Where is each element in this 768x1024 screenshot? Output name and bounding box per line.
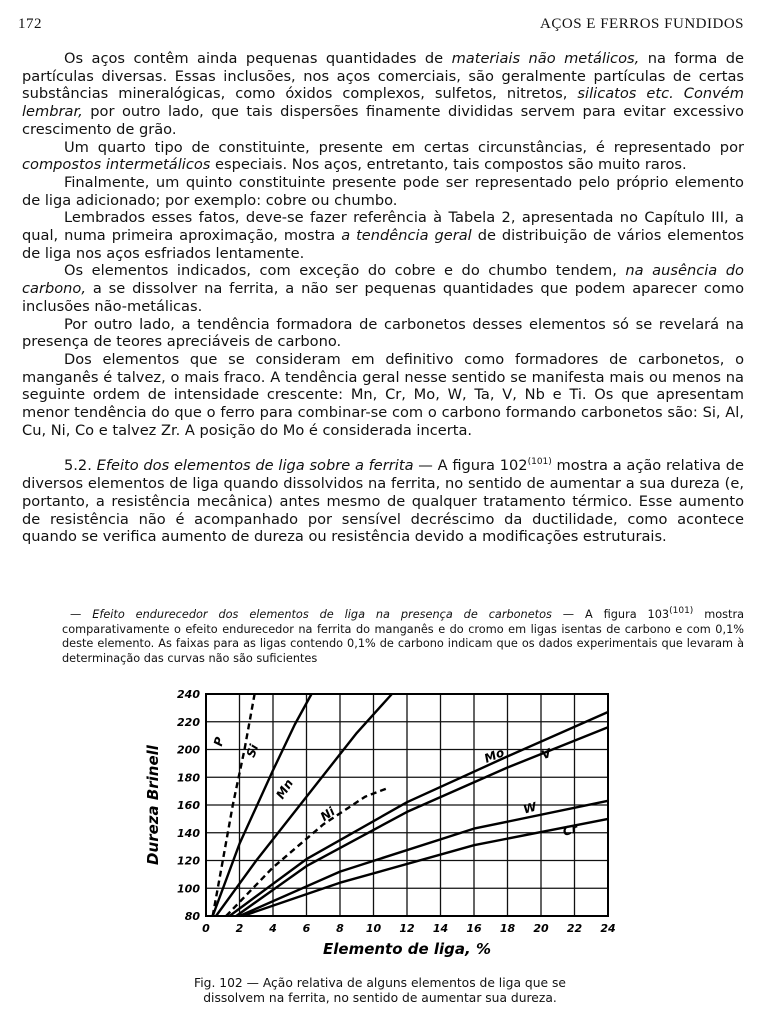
y-tick-label: 100 — [177, 882, 200, 896]
paragraph-4: Lembrados esses fatos, deve-se fazer referência à Tabela 2, apresentada no Capítulo III, a qual, numa primeira aproximação, mostra a tendência geral de distribuição de vários elementos de liga nos aços esfriados lentamente. — [22, 209, 744, 262]
y-tick-label: 140 — [177, 826, 200, 840]
hardness-chart — [130, 686, 630, 972]
x-tick-label: 12 — [399, 922, 415, 935]
y-tick-label: 220 — [177, 715, 200, 729]
series-label-si: Si — [243, 742, 262, 760]
running-head: AÇOS E FERROS FUNDIDOS — [540, 16, 744, 32]
small-print-paragraph: — Efeito endurecedor dos elementos de liga na presença de carbonetos — A figura 103$^{(101)}$ mostra comparativamente o efeito endurecedor na ferrita do manganês e do cromo em ligas isentas de carbono e com 0,1% deste elemento. As faixas para as ligas contendo 0,1% de carbono indicam que os dados experimentais que levaram à determinação das curvas não são suficientes — [62, 606, 745, 665]
y-axis-label: Dureza Brinell — [144, 745, 162, 865]
series-label-v: V — [539, 745, 554, 763]
paragraph-7: Dos elementos que se consideram em definitivo como formadores de carbonetos, o manganês é talvez, o mais fraco. A tendência geral nesse sentido se manifesta mais ou menos na seguinte ordem de intensidade crescente: Mn, Cr, Mo, W, Ta, V, Nb e Ti. Os que apresentam menor tendência do que o ferro para combinar-se com o carbono formando carbonetos são: Si, Al, Cu, Ni, Co e talvez Zr. A posição do Mo é considerada incerta. — [22, 350, 744, 439]
series-label-p: P — [210, 735, 227, 748]
series-line-cr — [243, 819, 608, 916]
chart-svg — [130, 686, 630, 972]
series-label-ni: Ni — [317, 804, 338, 825]
paragraph-5: Os elementos indicados, com exceção do cobre e do chumbo tendem, na ausência do carbono, a se dissolver na ferrita, a não ser pequenas quantidades que podem aparecer como inclusões não-metálicas. — [22, 262, 744, 315]
x-tick-label: 4 — [269, 922, 277, 935]
x-tick-label: 8 — [336, 922, 344, 935]
y-tick-label: 200 — [177, 743, 200, 757]
page-header — [18, 16, 744, 38]
y-tick-label: 240 — [177, 688, 200, 701]
paragraph-2: Um quarto tipo de constituinte, presente em certas circunstâncias, é representado por compostos intermetálicos especiais. Nos aços, entretanto, tais compostos são muito raros. — [22, 138, 744, 174]
y-tick-label: 80 — [184, 910, 200, 923]
x-tick-label: 10 — [365, 922, 382, 935]
caption-line-2: dissolvem na ferrita, no sentido de aumentar sua dureza. — [203, 991, 557, 1005]
series-label-w: W — [521, 799, 539, 817]
y-tick-label: 120 — [177, 854, 200, 868]
x-tick-label: 20 — [533, 922, 549, 935]
x-tick-label: 14 — [432, 922, 449, 935]
x-tick-label: 6 — [302, 922, 311, 935]
series-label-cr: Cr — [561, 821, 580, 839]
page-number: 172 — [18, 16, 42, 32]
section-5-2-paragraph: 5.2. Efeito dos elementos de liga sobre a ferrita — A figura 102$^{(101)}$ mostra a ação relativa de diversos elementos de liga quando dissolvidos na ferrita, no sentido de aumentar a sua dureza (e, portanto, a resistência mecânica) antes mesmo de qualquer tratamento térmico. Esse aumento de resistência não é acompanhado por sensível decréscimo da ductilidade, como acontece quando se verifica aumento de dureza ou resistência devido a modificações estruturais. — [22, 457, 744, 546]
x-tick-label: 2 — [235, 922, 244, 935]
x-tick-label: 16 — [466, 922, 482, 935]
reference-mark: (101) — [527, 457, 552, 468]
series-label-mo: Mo — [482, 745, 507, 766]
series-label-mn: Mn — [273, 776, 297, 802]
x-tick-label: 24 — [600, 922, 616, 935]
x-axis-label: Elemento de liga, % — [323, 940, 491, 958]
paragraph-6: Por outro lado, a tendência formadora de carbonetos desses elementos só se revelará na presença de teores apreciáveis de carbono. — [22, 315, 744, 351]
caption-line-1: Fig. 102 — Ação relativa de alguns elementos de liga que se — [194, 976, 566, 990]
paragraph-1: Os aços contêm ainda pequenas quantidades de materiais não metálicos, na forma de partículas diversas. Essas inclusões, nos aços comerciais, são geralmente partículas de certas substâncias mineralógicas, como óxidos complexos, sulfetos, nitretos, silicatos etc. Convém lembrar, por outro lado, que tais dispersões finamente divididas servem para evitar excessivo crescimento de grão. — [22, 50, 744, 138]
reference-mark: (101) — [669, 606, 694, 617]
figure-caption — [130, 976, 630, 1006]
y-tick-label: 180 — [177, 771, 200, 785]
x-tick-label: 22 — [566, 922, 583, 935]
body-text — [22, 50, 744, 546]
x-tick-label: 0 — [202, 922, 210, 935]
y-tick-label: 160 — [177, 799, 200, 812]
x-tick-label: 18 — [499, 922, 516, 935]
paragraph-3: Finalmente, um quinto constituinte presente pode ser representado pelo próprio elemento de liga adicionado; por exemplo: cobre ou chumbo. — [22, 173, 744, 209]
